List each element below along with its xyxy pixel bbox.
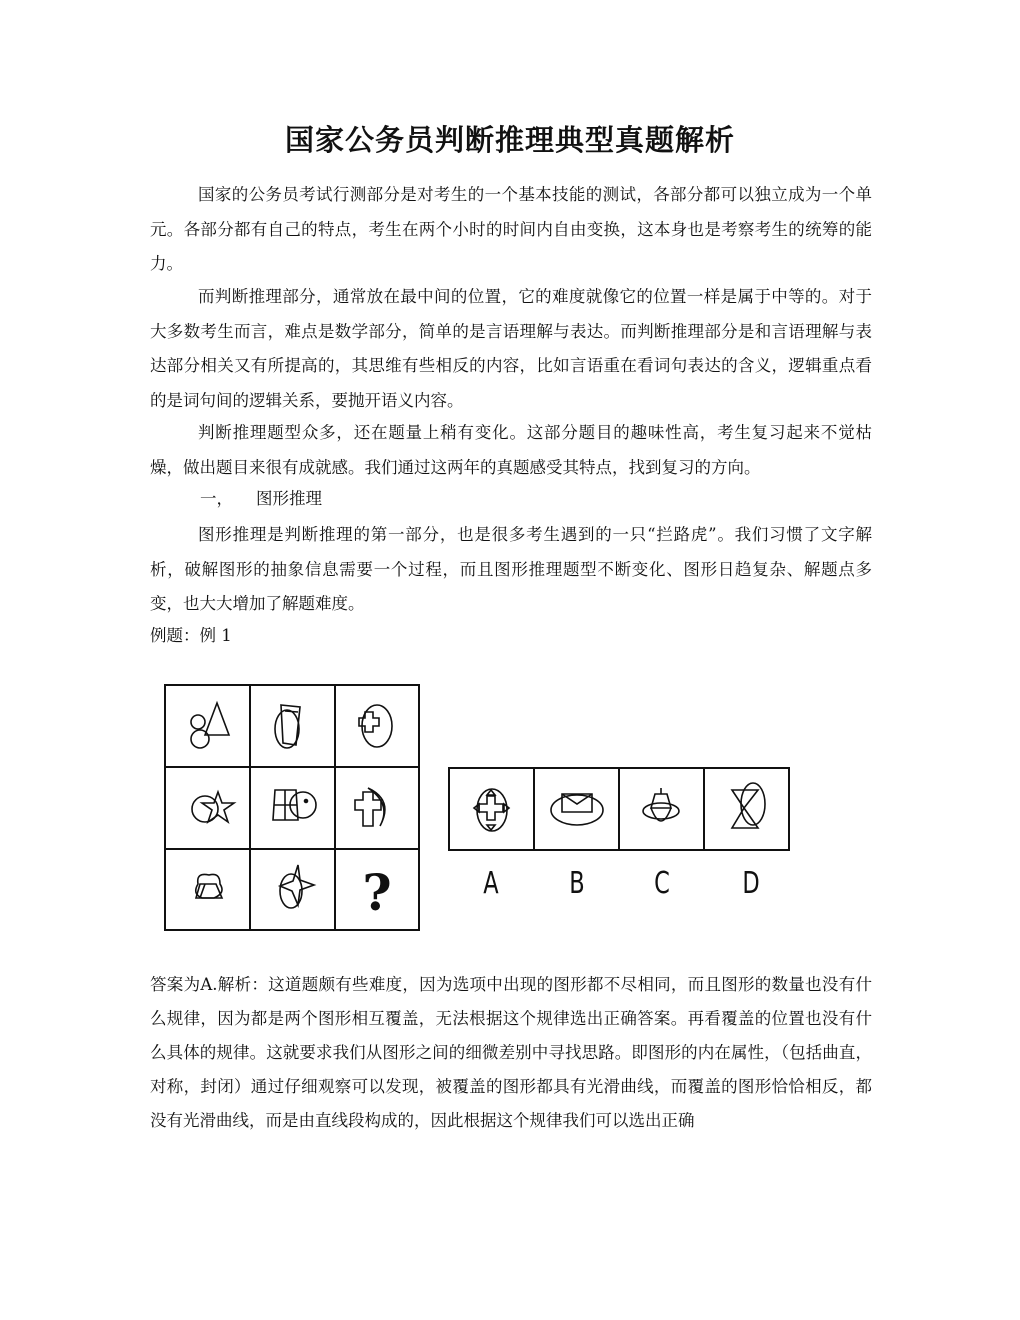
- section-title: 图形推理: [256, 489, 322, 508]
- page-title: 国家公务员判断推理典型真题解析: [284, 123, 735, 157]
- option-label-a: A: [483, 866, 499, 901]
- option-c-shapes: [643, 788, 679, 821]
- paragraph-intro: 国家的公务员考试行测部分是对考生的一个基本技能的测试，各部分都可以独立成为一个单元。各部分都有自己的特点，考生在两个小时的时间内自由变换，这本身也是考察考生的统筹的能力。: [150, 185, 872, 273]
- cell-5-shapes: [273, 790, 316, 820]
- option-b-shapes: [551, 794, 603, 825]
- cell-4-shapes: [192, 792, 234, 822]
- paragraph-figure-reasoning: 图形推理是判断推理的第一部分，也是很多考生遇到的一只“拦路虎”。我们习惯了文字解析，破解图形的抽象信息需要一个过程，而且图形推理题型不断变化、图形日趋复杂、解题点多变，也大大增加了解题难度。: [150, 525, 872, 613]
- paragraph-judgment: 而判断推理部分，通常放在最中间的位置，它的难度就像它的位置一样是属于中等的。对于大多数考生而言，难点是数学部分，简单的是言语理解与表达。而判断推理部分是和言语理解与表达部分相关又有所提高的，其思维有些相反的内容，比如言语重在看词句表达的含义，逻辑重点看的是词句间的逻辑关系，要抛开语义内容。: [150, 287, 872, 410]
- option-d-shapes: [732, 783, 765, 828]
- option-label-b: B: [569, 866, 585, 901]
- cell-7-shapes: [196, 874, 222, 898]
- question-mark: ?: [362, 863, 392, 922]
- paragraph-types: 判断推理题型众多，还在题量上稍有变化。这部分题目的趣味性高，考生复习起来不觉枯燥，做出题目来很有成就感。我们通过这两年的真题感受其特点，找到复习的方向。: [150, 423, 872, 477]
- option-label-d: D: [742, 866, 760, 901]
- cell-2-shapes: [275, 705, 300, 748]
- cell-8-shapes: [280, 865, 314, 908]
- cell-1-shapes: [191, 703, 229, 748]
- option-a-shapes: [474, 789, 509, 831]
- paragraph-answer: 答案为A.解析：这道题颇有些难度，因为选项中出现的图形都不尽相同，而且图形的数量也没有什么规律，因为都是两个图形相互覆盖，无法根据这个规律选出正确答案。再看覆盖的位置也没有什么具体的规律。这就要求我们从图形之间的细微差别中寻找思路。即图形的内在属性，（包括曲直，对称，封闭）通过仔细观察可以发现，被覆盖的图形都具有光滑曲线，而覆盖的图形恰恰相反，都没有光滑曲线，而是由直线段构成的，因此根据这个规律我们可以选出正确: [150, 975, 872, 1130]
- cell-3-shapes: [359, 705, 392, 747]
- section-number: 一，: [200, 489, 233, 508]
- cell-6-shapes: [355, 788, 385, 826]
- example-label: 例题：例 1: [150, 626, 232, 645]
- option-label-c: C: [654, 866, 670, 901]
